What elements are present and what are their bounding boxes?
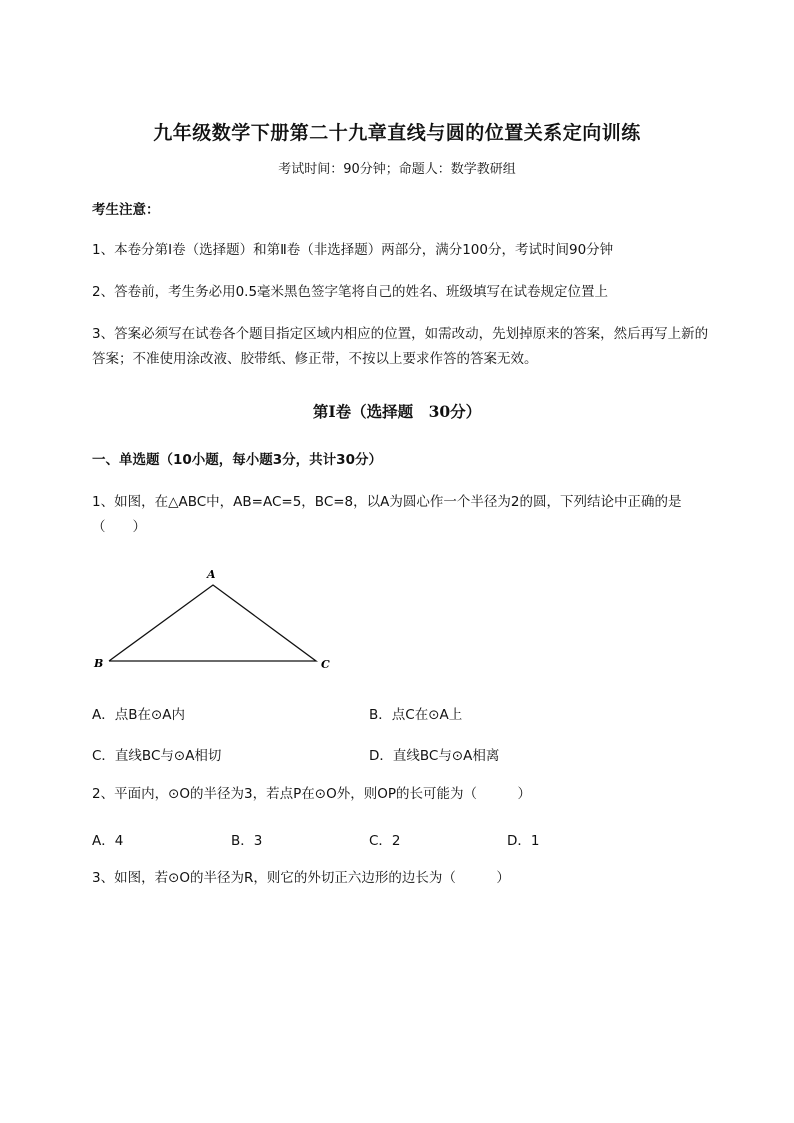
question-3-stem: 3、如图，若⊙O的半径为R，则它的外切正六边形的边长为（ ） bbox=[92, 870, 510, 886]
notice-item-3: 3、答案必须写在试卷各个题目指定区域内相应的位置，如需改动，先划掉原来的答案，然后再写上新的答案；不准使用涂改液、胶带纸、修正带，不按以上要求作答的答案无效。 bbox=[92, 326, 709, 367]
q1-option-b[interactable]: B．点C在⊙A上 bbox=[369, 707, 463, 723]
q1-option-a[interactable]: A．点B在⊙A内 bbox=[92, 707, 186, 723]
vertex-label-c: C bbox=[321, 658, 330, 671]
q2-option-a[interactable]: A．4 bbox=[92, 833, 124, 849]
notice-item-1: 1、本卷分第I卷（选择题）和第Ⅱ卷（非选择题）两部分，满分100分，考试时间90分钟 bbox=[92, 242, 614, 258]
notice-heading: 考生注意： bbox=[92, 202, 160, 218]
triangle-figure bbox=[88, 565, 338, 675]
part-heading: 一、单选题（10小题，每小题3分，共计30分） bbox=[92, 452, 382, 468]
q1-option-c[interactable]: C．直线BC与⊙A相切 bbox=[92, 748, 222, 764]
question-2-stem: 2、平面内，⊙O的半径为3，若点P在⊙O外，则OP的长可能为（ ） bbox=[92, 786, 531, 802]
q2-option-b[interactable]: B．3 bbox=[231, 833, 263, 849]
notice-item-2: 2、答卷前，考生务必用0.5毫米黑色签字笔将自己的姓名、班级填写在试卷规定位置上 bbox=[92, 284, 609, 300]
vertex-label-a: A bbox=[207, 568, 216, 581]
q1-option-d[interactable]: D．直线BC与⊙A相离 bbox=[369, 748, 500, 764]
exam-info: 考试时间：90分钟；命题人：数学教研组 bbox=[278, 162, 516, 177]
section-title: 第I卷（选择题 30分） bbox=[312, 402, 482, 421]
page-title: 九年级数学下册第二十九章直线与圆的位置关系定向训练 bbox=[153, 122, 641, 144]
question-1-stem: 1、如图，在△ABC中，AB=AC=5，BC=8，以A为圆心作一个半径为2的圆，下列结论中正确的是（ ） bbox=[92, 494, 682, 535]
q2-option-c[interactable]: C．2 bbox=[369, 833, 401, 849]
triangle-abc bbox=[109, 585, 316, 661]
vertex-label-b: B bbox=[94, 657, 104, 670]
q2-option-d[interactable]: D．1 bbox=[507, 833, 540, 849]
